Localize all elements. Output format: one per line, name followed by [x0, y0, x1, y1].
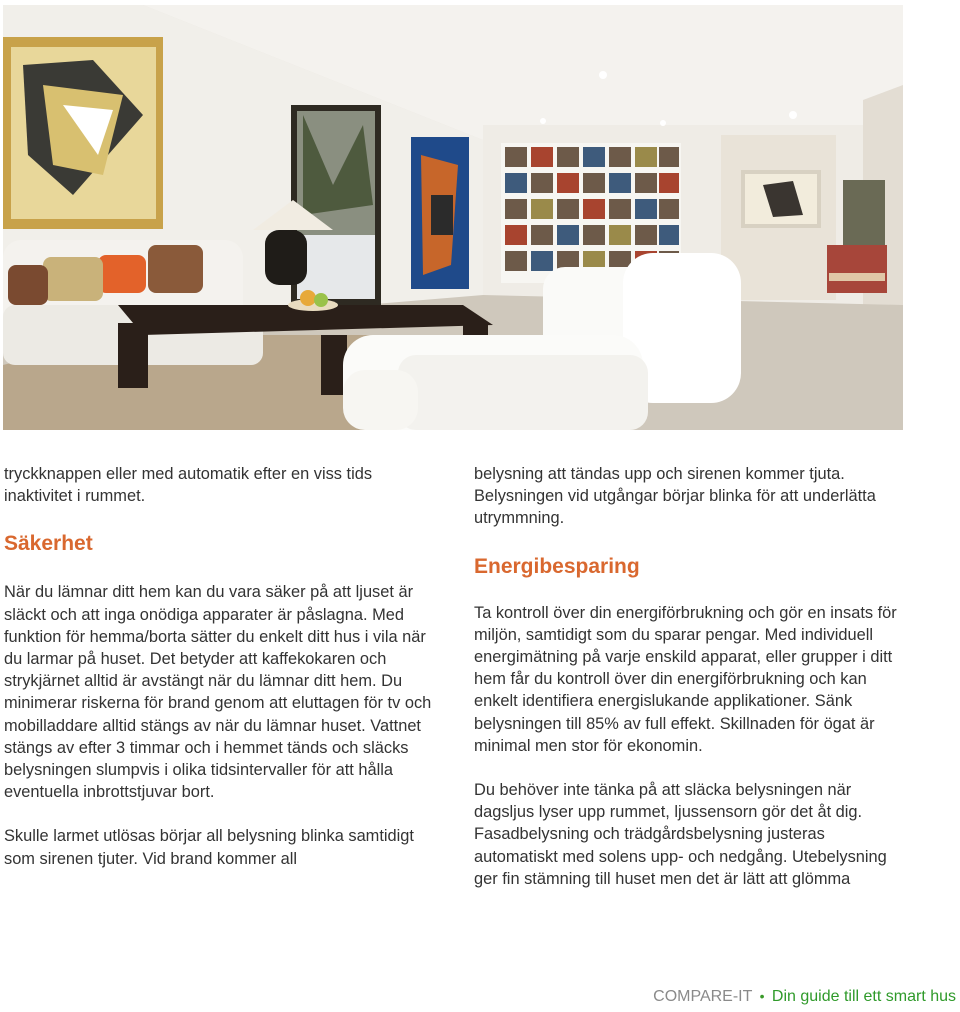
left-intro-text: tryckknappen eller med automatik efter en viss tids inaktivitet i rummet.	[4, 465, 373, 506]
left-column	[4, 463, 444, 870]
left-paragraph-1: När du lämnar ditt hem kan du vara säker på att ljuset är släckt och att inga onödiga apparater är påslagna. Med funktion för hemma/borta sätter du enkelt ditt hus i vila när du larmar på huset. Det betyder att kaffekokaren och strykjärnet alltid är avstängt när du lämnar ditt hem. Du minimerar riskerna för brand genom att eluttagen för tv och mobilladdare alltid stängs av när du lämnar huset. Vattnet stängs av efter 3 timmar och i hemmet tänds och släcks belysningen slumpvis i olika tidsintervaller för att hålla eventuella inbrottstjuvar bort.	[4, 583, 432, 802]
page-footer	[653, 985, 956, 1008]
footer-brand: COMPARE-IT	[653, 988, 753, 1005]
footer-tagline: Din guide till ett smart hus	[771, 988, 956, 1005]
section-heading-sakerhet: Säkerhet	[4, 532, 93, 556]
right-paragraph-2: Du behöver inte tänka på att släcka belysningen när dagsljus lyser upp rummet, ljussensorn gör det åt dig. Fasadbelysning och trädgårdsbelysning justeras automatiskt med solens upp- och nedgång. Utebelysning ger fin stämning till huset men det är lätt att glömma	[474, 781, 887, 888]
footer-separator: •	[759, 988, 765, 1004]
living-room-photo	[3, 5, 903, 430]
right-column	[474, 463, 908, 890]
section-heading-energibesparing: Energibesparing	[474, 554, 640, 578]
right-paragraph-1: Ta kontroll över din energiförbrukning och gör en insats för miljön, samtidigt som du sparar pengar. Med individuell energimätning på varje enskild apparat, eller grupper i ditt hem får du kontroll över din energiförbrukning och kan enkelt identifiera energislukande applikationer. Sänk belysningen till 85% av full effekt. Skillnaden för ögat är minimal men stor för ekonomin.	[474, 603, 897, 755]
left-paragraph-2: Skulle larmet utlösas börjar all belysning blinka samtidigt som sirenen tjuter. Vid brand kommer all	[4, 827, 414, 868]
right-intro-text: belysning att tändas upp och sirenen kommer tjuta. Belysningen vid utgångar börjar blinka för att underlätta utrymmning.	[474, 465, 876, 528]
